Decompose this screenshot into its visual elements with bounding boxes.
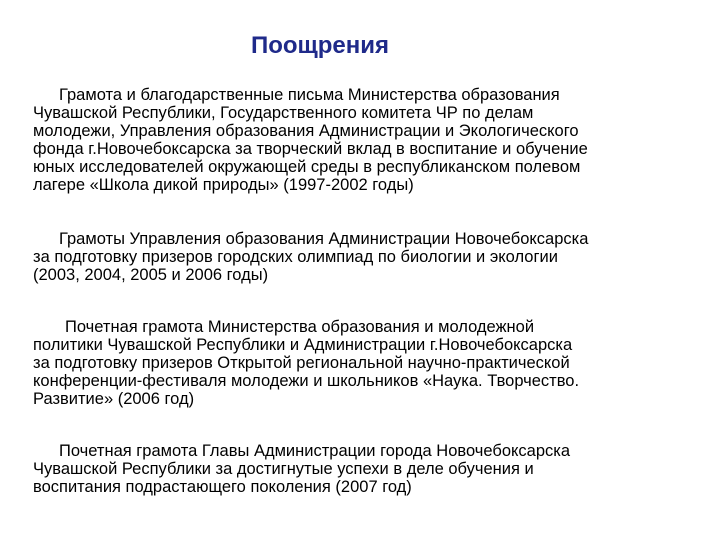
paragraph-line: Почетная грамота Главы Администрации города Новочебоксарска <box>59 442 571 460</box>
paragraph-line: молодежи, Управления образования Администрации и Экологического <box>33 122 579 140</box>
award-paragraph-4 <box>33 442 711 496</box>
paragraph-line: лагере «Школа дикой природы» (1997-2002 годы) <box>33 176 414 194</box>
paragraph-line: Развитие» (2006 год) <box>33 390 195 408</box>
paragraph-line: Чувашской Республики за достигнутые успехи в деле обучения и <box>33 460 534 478</box>
paragraph-line: фонда г.Новочебоксарска за творческий вклад в воспитание и обучение <box>33 140 588 158</box>
paragraph-line: за подготовку призеров Открытой региональной научно-практической <box>33 354 570 372</box>
paragraph-line: воспитания подрастающего поколения (2007 год) <box>33 478 412 496</box>
award-paragraph-1 <box>33 86 711 194</box>
paragraph-line: Грамоты Управления образования Администрации Новочебоксарска <box>59 230 589 248</box>
paragraph-line: (2003, 2004, 2005 и 2006 годы) <box>33 266 269 284</box>
page-title: Поощрения <box>250 32 390 59</box>
paragraph-line: Грамота и благодарственные письма Министерства образования <box>59 86 560 104</box>
award-paragraph-2 <box>33 230 711 284</box>
paragraph-line: юных исследователей окружающей среды в республиканском полевом <box>33 158 581 176</box>
paragraph-line: за подготовку призеров городских олимпиад по биологии и экологии <box>33 248 558 266</box>
paragraph-line: конференции-фестиваля молодежи и школьников «Наука. Творчество. <box>33 372 580 390</box>
paragraph-line: Чувашской Республики, Государственного комитета ЧР по делам <box>33 104 534 122</box>
paragraph-line: Почетная грамота Министерства образования и молодежной <box>65 318 535 336</box>
paragraph-line: политики Чувашской Республики и Администрации г.Новочебоксарска <box>33 336 573 354</box>
award-paragraph-3 <box>33 318 711 408</box>
